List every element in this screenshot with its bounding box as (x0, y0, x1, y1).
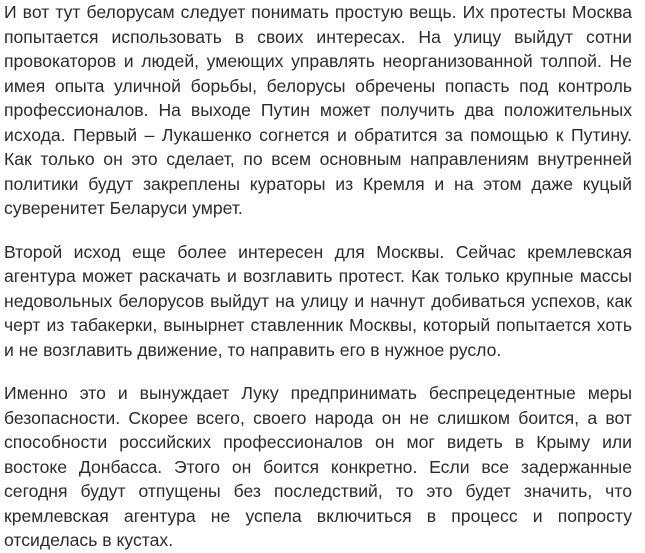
article-paragraph-1: И вот тут белорусам следует понимать простую вещь. Их протесты Москва попытается использовать в своих интересах. На улицу выйдут сотни провокаторов и людей, умеющих управлять неорганизованной толпой. Не имея опыта уличной борьбы, белорусы обречены попасть под контроль профессионалов. На выходе Путин может получить два положительных исхода. Первый – Лукашенко согнется и обратится за помощью к Путину. Как только он это сделает, по всем основным направлениям внутренней политики будут закреплены кураторы из Кремля и на этом даже куцый суверенитет Беларуси умрет. (4, 2, 632, 218)
article-paragraph-2: Второй исход еще более интересен для Москвы. Сейчас кремлевская агентура может раскачать и возглавить протест. Как только крупные массы недовольных белорусов выйдут на улицу и начнут добиваться успехов, как черт из табакерки, вынырнет ставленник Москвы, который попытается хоть и не возглавить движение, то направить его в нужное русло. (4, 241, 632, 360)
article-paragraph-3: Именно это и вынуждает Луку предпринимать беспрецедентные меры безопасности. Скорее всего, своего народа он не слишком боится, а вот способности российских профессионалов он мог видеть в Крыму или востоке Донбасса. Этого он боится конкретно. Если все задержанные сегодня будут отпущены без последствий, то это будет значить, что кремлевская агентура не успела включиться в процесс и попросту отсиделась в кустах. (4, 383, 632, 550)
article-body (4, 0, 632, 553)
